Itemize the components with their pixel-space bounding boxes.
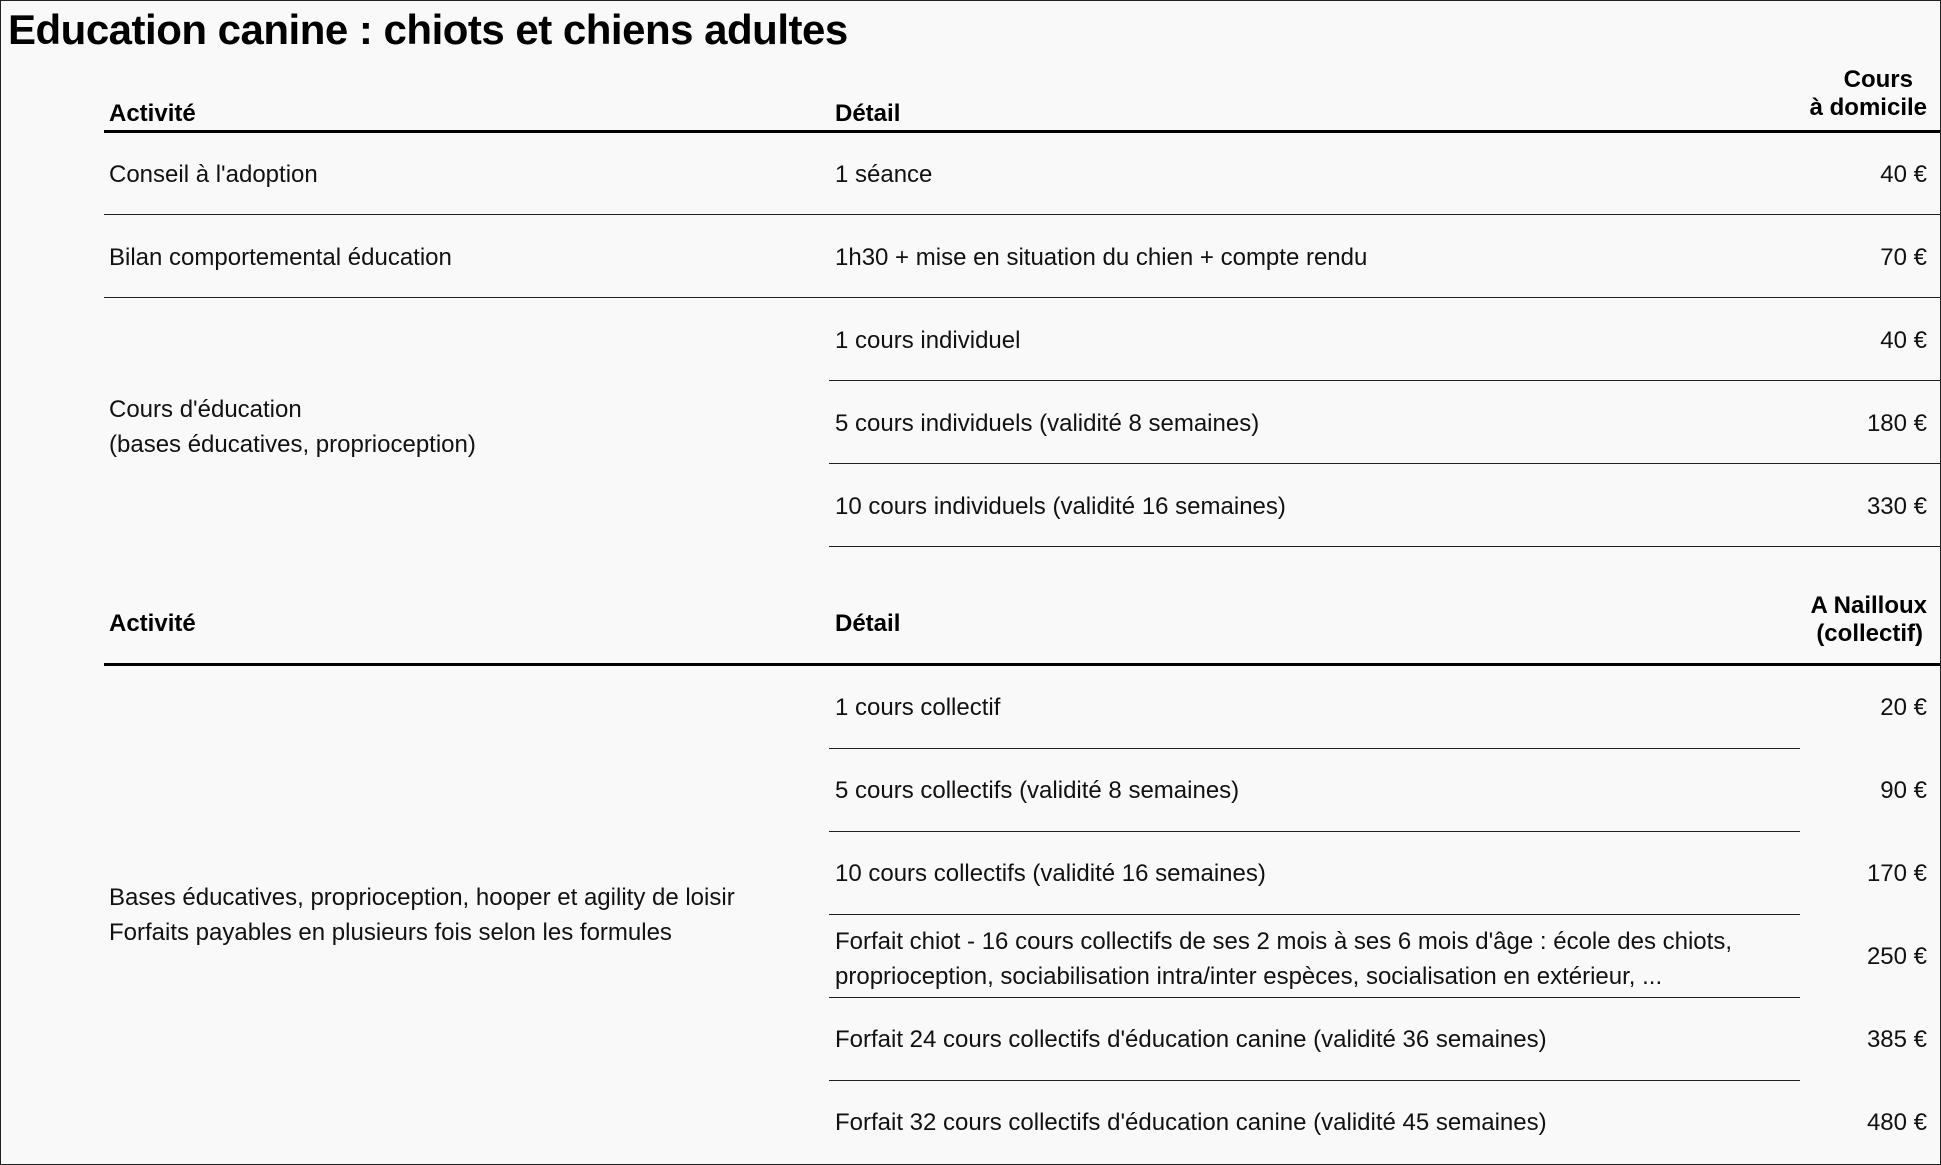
- detail-cell: 1 cours individuel: [835, 327, 1021, 354]
- row-divider: [829, 463, 1940, 464]
- row-divider: [104, 214, 1940, 215]
- detail-cell: 1 séance: [835, 161, 933, 188]
- price-cell: 170 €: [1866, 860, 1927, 887]
- row-divider: [829, 748, 1800, 749]
- activity-cell: [109, 880, 735, 950]
- row-divider: [829, 997, 1800, 998]
- price-cell: 250 €: [1866, 943, 1927, 970]
- row-divider: [829, 380, 1940, 381]
- activity-line: Bases éducatives, proprioception, hooper et agility de loisir: [109, 884, 735, 911]
- detail-cell: 10 cours individuels (validité 16 semaines): [835, 493, 1286, 520]
- price-cell: 40 €: [1880, 161, 1927, 188]
- detail-cell: 1 cours collectif: [835, 694, 1001, 721]
- activity-cell: Conseil à l'adoption: [109, 161, 318, 188]
- activity-line: Forfaits payables en plusieurs fois selon les formules: [109, 919, 672, 946]
- row-divider: [829, 914, 1800, 915]
- detail-line: Forfait chiot - 16 cours collectifs de ses 2 mois à ses 6 mois d'âge : école des chiots,: [835, 928, 1732, 955]
- price-cell: 20 €: [1880, 694, 1927, 721]
- header-divider: [104, 130, 1940, 133]
- price-cell: 385 €: [1866, 1026, 1927, 1053]
- detail-cell: [835, 924, 1732, 994]
- row-divider: [829, 831, 1800, 832]
- column-header-price-line2: à domicile: [1809, 94, 1927, 121]
- detail-cell: Forfait 32 cours collectifs d'éducation canine (validité 45 semaines): [835, 1109, 1547, 1136]
- detail-cell: 5 cours individuels (validité 8 semaines): [835, 410, 1260, 437]
- column-header-activity: Activité: [109, 100, 196, 127]
- column-header-detail: Détail: [835, 610, 901, 637]
- column-header-price-line2: (collectif): [1816, 620, 1923, 647]
- column-header-price: [1810, 66, 1927, 122]
- price-cell: 480 €: [1866, 1109, 1927, 1136]
- row-divider: [829, 546, 1940, 547]
- detail-cell: 10 cours collectifs (validité 16 semaines): [835, 860, 1266, 887]
- detail-cell: Forfait 24 cours collectifs d'éducation canine (validité 36 semaines): [835, 1026, 1547, 1053]
- activity-line: Cours d'éducation: [109, 396, 302, 423]
- header-divider: [104, 663, 1940, 666]
- price-cell: 90 €: [1880, 777, 1927, 804]
- column-header-detail: Détail: [835, 100, 901, 127]
- price-cell: 70 €: [1880, 244, 1927, 271]
- price-cell: 330 €: [1866, 493, 1927, 520]
- price-cell: 180 €: [1866, 410, 1927, 437]
- detail-line: proprioception, sociabilisation intra/inter espèces, socialisation en extérieur, ...: [835, 963, 1663, 990]
- column-header-activity: Activité: [109, 610, 196, 637]
- column-header-price: [1811, 592, 1927, 648]
- activity-line: (bases éducatives, proprioception): [109, 431, 476, 458]
- activity-cell: Bilan comportemental éducation: [109, 244, 452, 271]
- detail-cell: 5 cours collectifs (validité 8 semaines): [835, 777, 1240, 804]
- row-divider: [104, 297, 1940, 298]
- column-header-price-line1: Cours: [1843, 66, 1913, 93]
- detail-cell: 1h30 + mise en situation du chien + compte rendu: [835, 244, 1368, 271]
- column-header-price-line1: A Nailloux: [1810, 592, 1927, 619]
- activity-cell: [109, 392, 476, 462]
- price-cell: 40 €: [1880, 327, 1927, 354]
- page-title: Education canine : chiots et chiens adultes: [8, 6, 848, 53]
- row-divider: [829, 1080, 1800, 1081]
